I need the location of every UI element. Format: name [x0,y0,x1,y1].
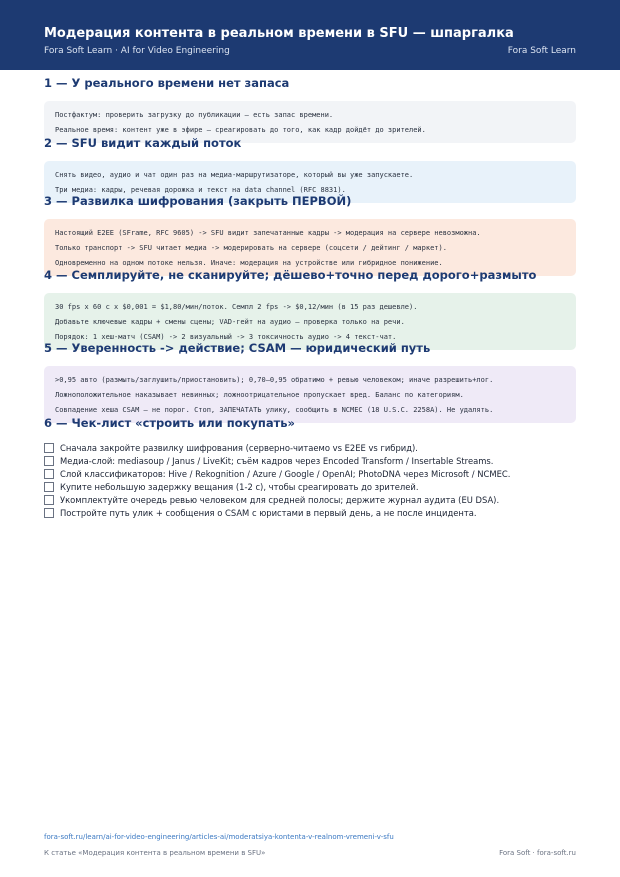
checklist [44,441,576,519]
section-title: 3 — Развилка шифрования (закрыть ПЕРВОЙ) [44,194,352,208]
checklist-item-label: Купите небольшую задержку вещания (1-2 с), чтобы среагировать до зрителей. [60,481,419,492]
footer-caption: К статье «Модерация контента в реальном времени в SFU» [44,849,266,857]
checkbox[interactable] [44,456,54,466]
header-subtitle: Fora Soft Learn · AI for Video Engineering [44,46,230,56]
checklist-item-label: Медиа-слой: mediasoup / Janus / LiveKit; съём кадров через Encoded Transform / Insertable Streams. [60,455,494,466]
header-bar [0,0,620,70]
box-line: 30 fps x 60 c x $0,001 = $1,80/мин/поток. Семпл 2 fps -> $0,12/мин (в 15 раз дешевле). [55,303,418,311]
checklist-item [44,467,576,480]
checklist-item [44,441,576,454]
section-title: 6 — Чек-лист «строить или покупать» [44,416,295,430]
section-5 [44,341,576,423]
section-2 [44,136,576,203]
section-title: 5 — Уверенность -> действие; CSAM — юридический путь [44,341,431,355]
checkbox[interactable] [44,469,54,479]
checklist-item-label: Постройте путь улик + сообщения о CSAM с юристами в первый день, а не после инцидента. [60,507,477,518]
checkbox[interactable] [44,482,54,492]
box-line: Добавьте ключевые кадры + смены сцены; VAD-гейт на аудио — проверка только на речи. [55,318,405,326]
checklist-item [44,506,576,519]
box-line: Совпадение хеша CSAM — не порог. Стоп, ЗАПЕЧАТАТЬ улику, сообщить в NCMEC (18 U.S.C. 2258A). Не удалять. [55,406,494,414]
box-line: Три медиа: кадры, речевая дорожка и текст на data channel (RFC 8831). [55,186,346,194]
header-brand: Fora Soft Learn [507,46,576,56]
box-line: Реальное время: контент уже в эфире — среагировать до того, как кадр дойдёт до зрителей. [55,126,426,134]
box-line: Снять видео, аудио и чат один раз на медиа-маршрутизаторе, который вы уже запускаете. [55,171,414,179]
page-title: Модерация контента в реальном времени в SFU — шпаргалка [44,26,514,41]
checkbox[interactable] [44,508,54,518]
checklist-item [44,454,576,467]
section-1 [44,76,576,143]
box-line: Одновременно на одном потоке нельзя. Иначе: модерация на устройстве или гибридное понижение. [55,259,443,267]
section-box [44,366,576,423]
checkbox[interactable] [44,443,54,453]
section-6 [44,416,576,519]
section-title: 1 — У реального времени нет запаса [44,76,290,90]
checklist-item-label: Укомплектуйте очередь ревью человеком для средней полосы; держите журнал аудита (EU DSA). [60,494,500,505]
box-line: Постфактум: проверить загрузку до публикации — есть запас времени. [55,111,334,119]
section-title: 4 — Семплируйте, не сканируйте; дёшево+точно перед дорого+размыто [44,268,537,282]
article-link[interactable]: fora-soft.ru/learn/ai-for-video-engineering/articles-ai/moderatsiya-kontenta-v-realnom-vremeni-v-sfu [44,833,394,841]
checklist-item-label: Слой классификаторов: Hive / Rekognition / Azure / Google / OpenAI; PhotoDNA через Microsoft / NCMEC. [60,468,511,479]
checkbox[interactable] [44,495,54,505]
section-3 [44,194,576,276]
checklist-item [44,493,576,506]
box-line: Порядок: 1 хеш-матч (CSAM) -> 2 визуальный -> 3 токсичность аудио -> 4 текст-чат. [55,333,397,341]
section-title: 2 — SFU видит каждый поток [44,136,242,150]
box-line: >0,95 авто (размыть/заглушить/приостановить); 0,70–0,95 обратимо + ревью человеком; иначе разрешить+лог. [55,376,494,384]
box-line: Ложноположительное наказывает невинных; ложноотрицательное пропускает вред. Баланс по категориям. [55,391,464,399]
checklist-item [44,480,576,493]
section-4 [44,268,576,350]
box-line: Только транспорт -> SFU читает медиа -> модерировать на сервере (соцсети / дейтинг / маркет). [55,244,447,252]
box-line: Настоящий E2EE (SFrame, RFC 9605) -> SFU видит запечатанные кадры -> модерация на сервере невозможна. [55,229,481,237]
footer-brand: Fora Soft · fora-soft.ru [499,849,576,857]
checklist-item-label: Сначала закройте развилку шифрования (серверно-читаемо vs E2EE vs гибрид). [60,442,418,453]
